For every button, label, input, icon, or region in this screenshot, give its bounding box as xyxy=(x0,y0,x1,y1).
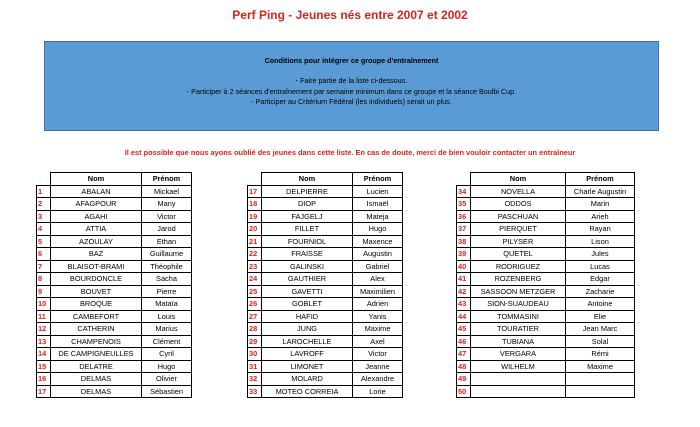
cell-nom: JUNG xyxy=(262,323,353,336)
table-row xyxy=(457,210,635,223)
cell-num: 5 xyxy=(37,235,51,248)
cell-num: 42 xyxy=(457,285,471,298)
table-row xyxy=(37,260,192,273)
cell-num: 6 xyxy=(37,248,51,261)
table-row xyxy=(37,298,192,311)
title-subtitle: - Jeunes nés entre 2007 et 2002 xyxy=(288,8,468,22)
cell-nom: DELMAS xyxy=(51,385,142,398)
cell-nom: NOVELLA xyxy=(471,185,566,198)
cell-num: 3 xyxy=(37,210,51,223)
cell-nom: GALINSKI xyxy=(262,260,353,273)
cell-prenom: Guillaume xyxy=(142,248,192,261)
table-row xyxy=(248,260,403,273)
cell-prenom: Lison xyxy=(566,235,635,248)
table-row xyxy=(37,235,192,248)
table-header-row xyxy=(248,173,403,186)
table-row xyxy=(457,348,635,361)
cell-num: 45 xyxy=(457,323,471,336)
cell-num: 46 xyxy=(457,335,471,348)
cell-prenom: Solal xyxy=(566,335,635,348)
cell-nom: CATHERIN xyxy=(51,323,142,336)
cell-prenom: Louis xyxy=(142,310,192,323)
cell-prenom: Jarod xyxy=(142,223,192,236)
cell-nom: HAFID xyxy=(262,310,353,323)
cell-num: 12 xyxy=(37,323,51,336)
cell-nom: LAVROFF xyxy=(262,348,353,361)
cell-nom: FILLET xyxy=(262,223,353,236)
table-row xyxy=(457,223,635,236)
cell-num: 26 xyxy=(248,298,262,311)
cell-num: 1 xyxy=(37,185,51,198)
table-header-row xyxy=(457,173,635,186)
column-header-nom: Nom xyxy=(471,173,566,186)
cell-prenom: Jules xyxy=(566,248,635,261)
cell-num: 37 xyxy=(457,223,471,236)
cell-num: 31 xyxy=(248,360,262,373)
cell-num: 15 xyxy=(37,360,51,373)
cell-prenom: Mateja xyxy=(353,210,403,223)
cell-num: 43 xyxy=(457,298,471,311)
table-row xyxy=(37,273,192,286)
page-title xyxy=(0,8,700,22)
cell-num: 19 xyxy=(248,210,262,223)
table-row xyxy=(37,310,192,323)
cell-num: 27 xyxy=(248,310,262,323)
cell-num: 48 xyxy=(457,360,471,373)
cell-nom: FAJGELJ xyxy=(262,210,353,223)
cell-num: 2 xyxy=(37,198,51,211)
cell-num: 35 xyxy=(457,198,471,211)
column-header-nom: Nom xyxy=(51,173,142,186)
cell-nom: ODDOS xyxy=(471,198,566,211)
cell-num: 41 xyxy=(457,273,471,286)
column-header-prenom: Prénom xyxy=(566,173,635,186)
cell-num: 28 xyxy=(248,323,262,336)
cell-nom: FOURNIOL xyxy=(262,235,353,248)
roster-table-1 xyxy=(36,172,192,398)
cell-nom: AZOULAY xyxy=(51,235,142,248)
cell-num: 13 xyxy=(37,335,51,348)
table-row xyxy=(457,260,635,273)
table-row xyxy=(37,323,192,336)
cell-prenom: Many xyxy=(142,198,192,211)
cell-nom: LIMONET xyxy=(262,360,353,373)
header-blank xyxy=(457,173,471,186)
table-row xyxy=(248,385,403,398)
cell-nom: BROQUE xyxy=(51,298,142,311)
table-row xyxy=(248,335,403,348)
cell-num: 10 xyxy=(37,298,51,311)
cell-prenom: Maxence xyxy=(353,235,403,248)
cell-num: 9 xyxy=(37,285,51,298)
cell-prenom: Jeanne xyxy=(353,360,403,373)
cell-nom: BOUVET xyxy=(51,285,142,298)
cell-num: 7 xyxy=(37,260,51,273)
cell-num: 11 xyxy=(37,310,51,323)
condition-line: - Participer à 2 séances d'entraînement par semaine minimum dans ce groupe et la séance Boulbi Cup. xyxy=(186,86,517,96)
cell-num: 14 xyxy=(37,348,51,361)
cell-prenom: Cyril xyxy=(142,348,192,361)
cell-num: 33 xyxy=(248,385,262,398)
cell-nom: GAUTHIER xyxy=(262,273,353,286)
cell-prenom: Jean Marc xyxy=(566,323,635,336)
cell-nom: ATTIA xyxy=(51,223,142,236)
table-row xyxy=(457,385,635,398)
cell-prenom: Arieh xyxy=(566,210,635,223)
cell-prenom: Pierre xyxy=(142,285,192,298)
cell-num: 25 xyxy=(248,285,262,298)
cell-num: 50 xyxy=(457,385,471,398)
table-row xyxy=(457,360,635,373)
cell-prenom: Victor xyxy=(142,210,192,223)
cell-nom: TOMMASINI xyxy=(471,310,566,323)
table-row xyxy=(37,248,192,261)
cell-num: 22 xyxy=(248,248,262,261)
condition-line: - Participer au Critérium Fédéral (les individuels) serait un plus. xyxy=(251,97,452,106)
table-row xyxy=(248,360,403,373)
conditions-box xyxy=(44,41,659,131)
cell-num: 17 xyxy=(37,385,51,398)
cell-nom: TUBIANA xyxy=(471,335,566,348)
cell-num: 34 xyxy=(457,185,471,198)
cell-prenom: Rayan xyxy=(566,223,635,236)
cell-prenom: Mickael xyxy=(142,185,192,198)
cell-num: 23 xyxy=(248,260,262,273)
cell-num: 30 xyxy=(248,348,262,361)
cell-prenom: Marin xyxy=(566,198,635,211)
cell-prenom: Clément xyxy=(142,335,192,348)
cell-num: 17 xyxy=(248,185,262,198)
cell-prenom: Mataïa xyxy=(142,298,192,311)
cell-num: 38 xyxy=(457,235,471,248)
cell-prenom: Elie xyxy=(566,310,635,323)
cell-prenom: Lucien xyxy=(353,185,403,198)
cell-prenom: Lucas xyxy=(566,260,635,273)
cell-prenom: Alex xyxy=(353,273,403,286)
header-blank xyxy=(37,173,51,186)
cell-num: 40 xyxy=(457,260,471,273)
cell-num: 16 xyxy=(37,373,51,386)
cell-num: 21 xyxy=(248,235,262,248)
cell-nom: VERGARA xyxy=(471,348,566,361)
cell-nom: BOURDONCLE xyxy=(51,273,142,286)
cell-prenom: Charle Augustin xyxy=(566,185,635,198)
table-row xyxy=(248,373,403,386)
table-row xyxy=(248,273,403,286)
cell-num: 39 xyxy=(457,248,471,261)
cell-nom: QUETEL xyxy=(471,248,566,261)
cell-nom: FRAISSE xyxy=(262,248,353,261)
table-row xyxy=(248,210,403,223)
cell-nom: SASSOON METZGER xyxy=(471,285,566,298)
table-row xyxy=(248,235,403,248)
cell-nom: RODRIGUEZ xyxy=(471,260,566,273)
title-main: Perf Ping xyxy=(232,8,285,22)
cell-prenom: Olivier xyxy=(142,373,192,386)
table-row xyxy=(457,235,635,248)
table-row xyxy=(37,198,192,211)
table-row xyxy=(248,323,403,336)
cell-nom: WILHELM xyxy=(471,360,566,373)
cell-nom: ROZENBERG xyxy=(471,273,566,286)
conditions-heading: Conditions pour intégrer ce groupe d'entraînement xyxy=(264,56,439,65)
cell-prenom: Adrien xyxy=(353,298,403,311)
table-row xyxy=(248,223,403,236)
table-row xyxy=(457,373,635,386)
table-row xyxy=(37,373,192,386)
cell-prenom: Ethan xyxy=(142,235,192,248)
cell-nom: GAVETTI xyxy=(262,285,353,298)
cell-nom: BAZ xyxy=(51,248,142,261)
cell-prenom xyxy=(566,373,635,386)
cell-num: 49 xyxy=(457,373,471,386)
cell-nom xyxy=(471,373,566,386)
table-row xyxy=(248,298,403,311)
roster-table-2 xyxy=(247,172,403,398)
cell-num: 44 xyxy=(457,310,471,323)
cell-prenom: Alexandre xyxy=(353,373,403,386)
table-row xyxy=(248,198,403,211)
cell-nom: GOBLET xyxy=(262,298,353,311)
cell-num: 18 xyxy=(248,198,262,211)
cell-prenom: Rémi xyxy=(566,348,635,361)
header-blank xyxy=(248,173,262,186)
cell-nom xyxy=(471,385,566,398)
condition-line: - Faire partie de la liste ci-dessous. xyxy=(295,76,408,85)
cell-prenom: Ismaël xyxy=(353,198,403,211)
table-row xyxy=(37,223,192,236)
cell-nom: DIOP xyxy=(262,198,353,211)
table-row xyxy=(248,185,403,198)
cell-prenom: Maxime xyxy=(566,360,635,373)
cell-nom: CAMBEFORT xyxy=(51,310,142,323)
column-header-prenom: Prénom xyxy=(142,173,192,186)
cell-nom: PASCHUAN xyxy=(471,210,566,223)
cell-prenom: Axel xyxy=(353,335,403,348)
cell-nom: ABALAN xyxy=(51,185,142,198)
cell-prenom: Zacharie xyxy=(566,285,635,298)
table-row xyxy=(248,348,403,361)
table-row xyxy=(248,310,403,323)
cell-num: 20 xyxy=(248,223,262,236)
cell-nom: MOTEO CORREIA xyxy=(262,385,353,398)
cell-nom: PILYSER xyxy=(471,235,566,248)
cell-nom: PIERQUET xyxy=(471,223,566,236)
cell-nom: DELATRE xyxy=(51,360,142,373)
cell-nom: AFAGPOUR xyxy=(51,198,142,211)
cell-nom: CHAMPENOIS xyxy=(51,335,142,348)
cell-num: 8 xyxy=(37,273,51,286)
table-row xyxy=(248,248,403,261)
cell-prenom xyxy=(566,385,635,398)
table-row xyxy=(457,185,635,198)
table-row xyxy=(457,298,635,311)
table-row xyxy=(248,285,403,298)
cell-nom: AGAHI xyxy=(51,210,142,223)
table-row xyxy=(457,273,635,286)
cell-num: 36 xyxy=(457,210,471,223)
table-row xyxy=(457,335,635,348)
cell-prenom: Victor xyxy=(353,348,403,361)
cell-num: 32 xyxy=(248,373,262,386)
cell-nom: DELMAS xyxy=(51,373,142,386)
table-row xyxy=(37,210,192,223)
table-row xyxy=(37,185,192,198)
cell-nom: TOURATIER xyxy=(471,323,566,336)
cell-prenom: Sacha xyxy=(142,273,192,286)
notice-text: Il est possible que nous ayons oublié des jeunes dans cette liste. En cas de doute, merci de bien vouloir contacter un entraîneur xyxy=(124,148,576,157)
cell-prenom: Théophile xyxy=(142,260,192,273)
cell-prenom: Gabriel xyxy=(353,260,403,273)
table-row xyxy=(457,285,635,298)
cell-prenom: Lorie xyxy=(353,385,403,398)
cell-prenom: Maxime xyxy=(353,323,403,336)
cell-nom: LAROCHELLE xyxy=(262,335,353,348)
cell-prenom: Hugo xyxy=(353,223,403,236)
cell-num: 29 xyxy=(248,335,262,348)
cell-num: 47 xyxy=(457,348,471,361)
cell-nom: BLAISOT-BRAMI xyxy=(51,260,142,273)
table-row xyxy=(37,285,192,298)
table-row xyxy=(457,248,635,261)
roster-table-3 xyxy=(456,172,635,398)
cell-nom: SION-SUAUDEAU xyxy=(471,298,566,311)
cell-prenom: Antoine xyxy=(566,298,635,311)
cell-prenom: Yanis xyxy=(353,310,403,323)
column-header-prenom: Prénom xyxy=(353,173,403,186)
cell-prenom: Marius xyxy=(142,323,192,336)
table-header-row xyxy=(37,173,192,186)
cell-nom: DELPIERRE xyxy=(262,185,353,198)
table-row xyxy=(37,348,192,361)
cell-prenom: Edgar xyxy=(566,273,635,286)
table-row xyxy=(37,360,192,373)
cell-num: 24 xyxy=(248,273,262,286)
column-header-nom: Nom xyxy=(262,173,353,186)
cell-prenom: Hugo xyxy=(142,360,192,373)
table-row xyxy=(457,323,635,336)
cell-prenom: Augustin xyxy=(353,248,403,261)
cell-nom: MOLARD xyxy=(262,373,353,386)
table-row xyxy=(457,198,635,211)
cell-prenom: Sébastien xyxy=(142,385,192,398)
table-row xyxy=(457,310,635,323)
cell-nom: DE CAMPIGNEULLES xyxy=(51,348,142,361)
cell-prenom: Maximilien xyxy=(353,285,403,298)
table-row xyxy=(37,335,192,348)
table-row xyxy=(37,385,192,398)
cell-num: 4 xyxy=(37,223,51,236)
